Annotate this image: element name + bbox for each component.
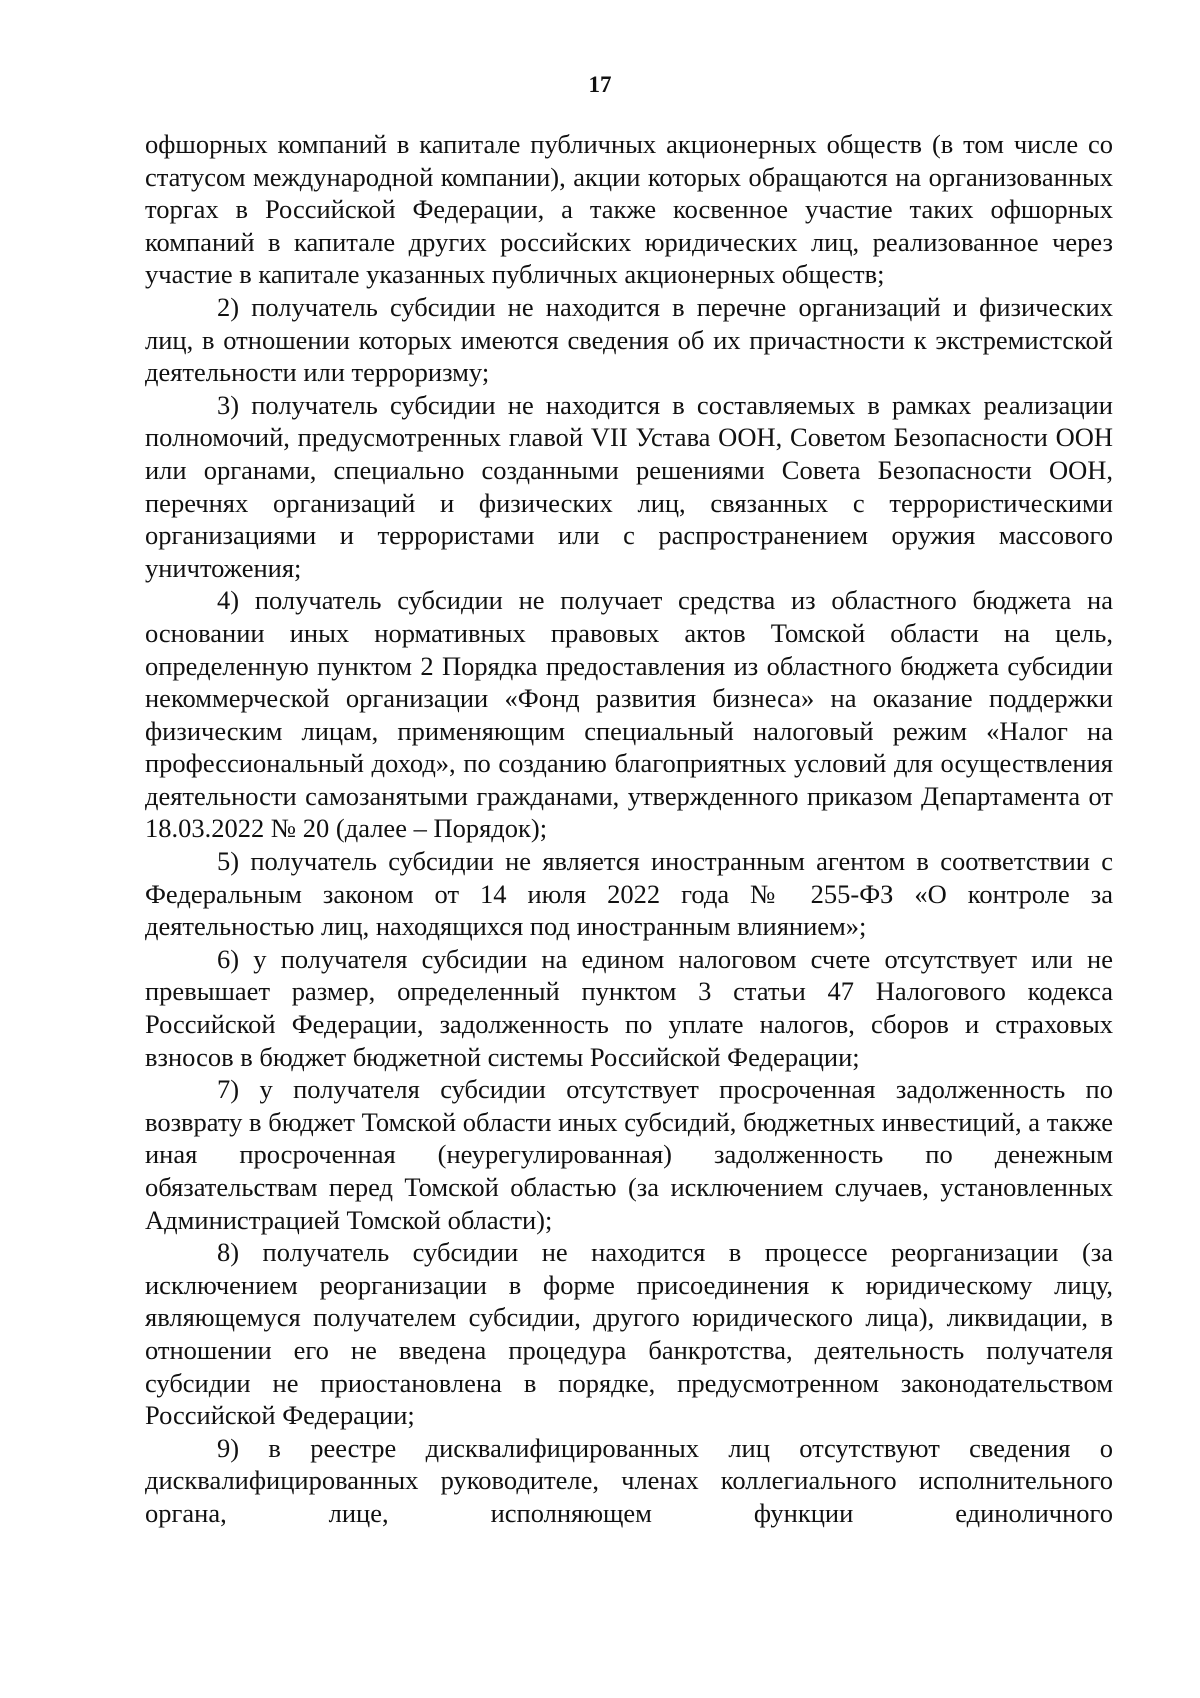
document-body bbox=[145, 128, 1113, 1530]
paragraph-item-5: 5) получатель субсидии не является иностранным агентом в соответствии с Федеральным законом от 14 июля 2022 года № 255-ФЗ «О контроле за деятельностью лиц, находящихся под иностранным влиянием»; bbox=[145, 846, 1113, 942]
paragraph-item-4: 4) получатель субсидии не получает средства из областного бюджета на основании иных нормативных правовых актов Томской области на цель, определенную пунктом 2 Порядка предоставления из областного бюджета субсидии некоммерческой организации «Фонд развития бизнеса» на оказание поддержки физическим лицам, применяющим специальный налоговый режим «Налог на профессиональный доход», по созданию благоприятных условий для осуществления деятельности самозанятыми гражданами, утвержденного приказом Департамента от 18.03.2022 № 20 (далее – Порядок); bbox=[145, 585, 1113, 844]
paragraph-item-9: 9) в реестре дисквалифицированных лиц отсутствуют сведения о дисквалифицированных руководителе, членах коллегиального исполнительного органа, лице, исполняющем функции единоличного bbox=[145, 1432, 1113, 1528]
paragraph-item-2: 2) получатель субсидии не находится в перечне организаций и физических лиц, в отношении которых имеются сведения об их причастности к экстремистской деятельности или терроризму; bbox=[145, 291, 1113, 388]
page-number: 17 bbox=[588, 72, 612, 97]
paragraph-item-8: 8) получатель субсидии не находится в процессе реорганизации (за исключением реорганизации в форме присоединения к юридическому лицу, являющемуся получателем субсидии, другого юридического лица), ликвидации, в отношении его не введена процедура банкротства, деятельность получателя субсидии не приостановлена в порядке, предусмотренном законодательством Российской Федерации; bbox=[145, 1237, 1113, 1431]
paragraph-item-3: 3) получатель субсидии не находится в составляемых в рамках реализации полномочий, предусмотренных главой VII Устава ООН, Советом Безопасности ООН или органами, специально созданными решениями Совета Безопасности ООН, перечнях организаций и физических лиц, связанных с террористическими организациями и террористами или с распространением оружия массового уничтожения; bbox=[145, 389, 1113, 583]
paragraph-item-7: 7) у получателя субсидии отсутствует просроченная задолженность по возврату в бюджет Томской области иных субсидий, бюджетных инвестиций, а также иная просроченная (неурегулированная) задолженность по денежным обязательствам перед Томской областью (за исключением случаев, установленных Администрацией Томской области); bbox=[145, 1074, 1113, 1235]
paragraph-continuation: офшорных компаний в капитале публичных акционерных обществ (в том числе со статусом международной компании), акции которых обращаются на организованных торгах в Российской Федерации, а также косвенное участие таких офшорных компаний в капитале других российских юридических лиц, реализованное через участие в капитале указанных публичных акционерных обществ; bbox=[145, 129, 1113, 290]
paragraph-item-6: 6) у получателя субсидии на едином налоговом счете отсутствует или не превышает размер, определенный пунктом 3 статьи 47 Налогового кодекса Российской Федерации, задолженность по уплате налогов, сборов и страховых взносов в бюджет бюджетной системы Российской Федерации; bbox=[145, 943, 1113, 1072]
